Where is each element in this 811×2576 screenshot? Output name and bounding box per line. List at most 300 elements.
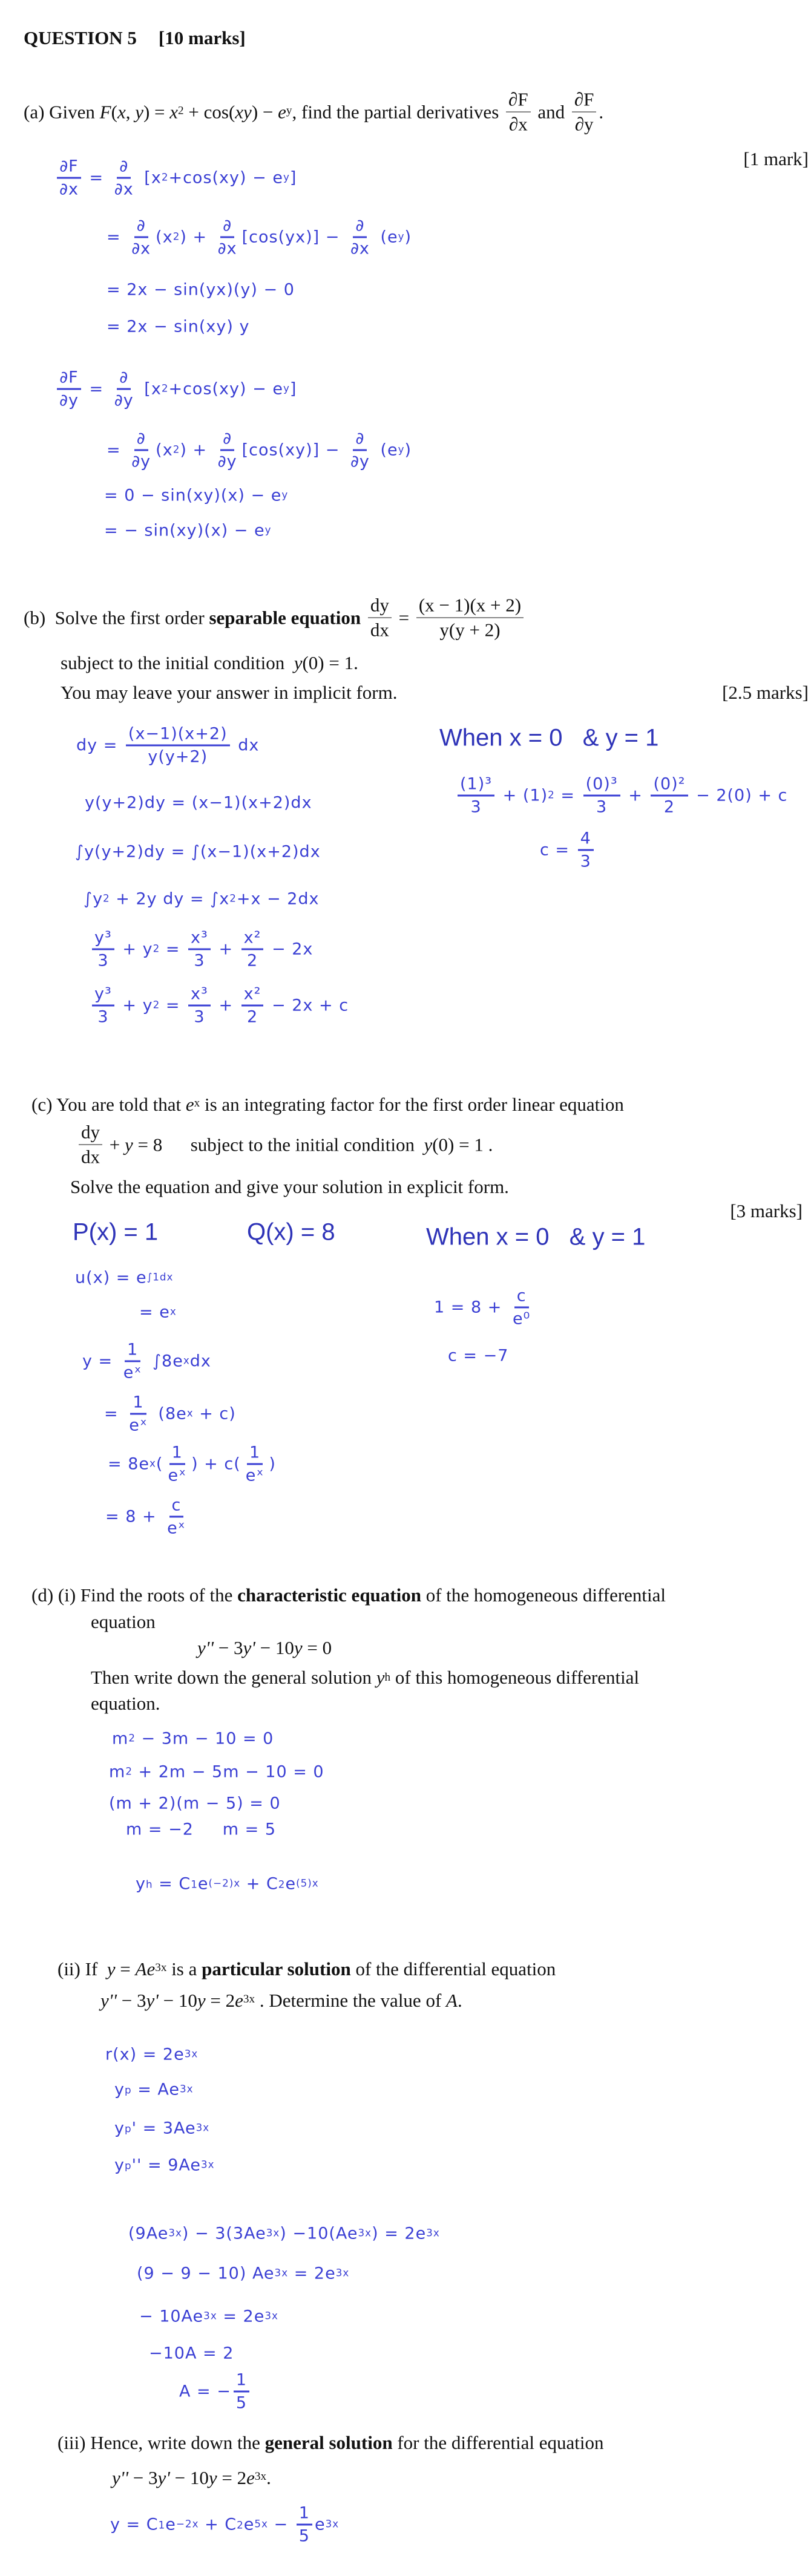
fraction [572,89,597,136]
fraction [129,217,153,258]
math-text [75,843,321,861]
denominator: 3 [194,951,205,970]
superscript: 3x [180,2082,194,2095]
part-d-i-work-line [112,1730,274,1748]
part-b-work-line [90,929,313,970]
part-d-iii-answer [110,2504,339,2546]
text-run: − 2(0) + c [690,786,788,805]
superscript: ∫1dx [146,1270,174,1283]
math-text [126,1820,276,1839]
text-run: − 10 [169,2467,209,2488]
subscript: 2 [237,2519,244,2531]
part-d-iii-question [57,2432,604,2454]
text-run: m [109,1762,126,1782]
text-run: + 2y dy = ∫x [110,889,230,909]
math-text [540,829,596,871]
text-run: −10A = 2 [149,2344,234,2363]
text-run: . [599,101,604,122]
part-b-marks: [2.5 marks] [722,682,809,703]
text-run: (x [156,440,173,460]
numerator: c [514,1287,529,1309]
fraction [57,368,81,410]
text-run: + C [240,1874,278,1894]
text-run: , [125,101,136,122]
denominator: 5 [298,2526,310,2546]
subscript: 2 [278,1878,286,1890]
text-run: = [554,786,581,805]
math-text [139,1303,177,1322]
part-c-marks: [3 marks] [730,1200,803,1221]
part-d-iii-equation [112,2467,271,2489]
denominator: ∂y [350,452,370,471]
numerator: 1 [247,1443,263,1465]
math-text [139,2307,278,2326]
subscript: p [124,2122,132,2134]
fraction [188,985,211,1027]
superscript: 3x [155,1961,167,1975]
italic-symbol: Ae [135,1958,156,1979]
denominator: 3 [97,1007,109,1027]
text-run: = 2x − sin(yx)(y) − 0 [107,280,295,299]
part-c-work-line [108,1443,276,1485]
numerator: ∂ [220,217,234,238]
text-run: c = −7 [448,1346,509,1365]
part-c-constant-work [434,1287,535,1329]
superscript: y [286,104,292,117]
fraction [126,725,230,767]
text-run: − 10 [158,1990,197,2011]
denominator: eˣ [123,1363,142,1382]
part-d-i-question [91,1667,639,1688]
text-run: [x [138,379,162,399]
text-run: (0) = 1 . [432,1134,493,1155]
math-text [75,1269,173,1287]
text-run: P(x) = 1 [73,1218,159,1246]
part-b-work-line [84,890,320,909]
math-text [136,1875,319,1894]
text-run: (0) = 1. [302,652,358,673]
text-run: + [212,996,239,1015]
text-run: '' = 9Ae [131,2156,202,2175]
fraction [583,775,620,817]
text-run: +cos(xy) − e [168,379,283,399]
text-run: (8e [152,1404,187,1424]
math-text [90,985,349,1027]
fraction [126,1393,150,1435]
text-run: for the differential equation [392,2432,604,2453]
fraction [165,1496,188,1538]
text-run: m [112,1729,129,1748]
denominator: eˣ [168,1466,187,1485]
math-text [100,1990,462,2012]
bold-term: characteristic equation [237,1584,421,1606]
text-run: A = − [179,2382,231,2401]
text-run: = 2e [217,2307,265,2326]
math-text [31,1094,624,1116]
text-run: (d) (i) Find the roots of the [31,1584,238,1606]
numerator: y³ [92,985,114,1007]
part-c-work-line [82,1341,211,1382]
numerator: x² [241,929,264,950]
fraction [79,1122,102,1168]
math-text [76,725,259,767]
text-run: + [622,786,649,805]
text-run: = [83,379,110,399]
part-d-ii-work-line [139,2307,278,2326]
superscript: 3x [266,2226,280,2239]
text-run: y(y+2)dy = (x−1)(x+2)dx [85,793,312,812]
fraction [348,217,372,258]
text-run: (9Ae [128,2224,169,2243]
denominator: 2 [663,797,675,817]
part-a-work-line [104,486,288,505]
text-run: (ii) If [57,1958,107,1979]
text-run: ] [289,379,297,399]
text-run: = 0 − sin(xy)(x) − e [104,486,282,505]
text-run: of the differential equation [350,1958,556,1979]
italic-symbol: y [208,2467,217,2488]
text-run: dx [232,736,260,755]
italic-symbol: e [278,101,286,122]
numerator: ∂ [353,217,367,238]
text-run: (a) Given [24,101,100,122]
math-text [61,652,358,674]
part-d-ii-work-line [128,2225,440,2243]
part-c-work-line [105,1496,191,1538]
text-run: = 2x − sin(xy) y [107,317,250,336]
numerator: ∂ [134,430,148,451]
italic-symbol: xy [235,101,252,122]
denominator: y(y + 2) [439,619,501,641]
text-run: (x [156,227,173,247]
text-run: ) −10(Ae [280,2224,358,2243]
subscript: p [124,2084,132,2096]
text-run: = 8 + [105,1507,163,1526]
numerator: ∂ [117,368,131,390]
fraction [165,1443,189,1485]
fraction [368,595,392,641]
math-text [107,281,295,299]
text-run: + 2m − 5m − 10 = 0 [132,1762,324,1782]
superscript: 3x [264,2309,278,2322]
subscript: 1 [158,2519,166,2531]
text-run: y [114,2156,125,2175]
math-text [107,430,412,471]
fraction [112,368,136,410]
superscript: y [398,443,405,456]
text-run: . [266,2467,271,2488]
text-run: (e [374,227,398,247]
numerator: c [169,1496,184,1518]
numerator: (1)³ [458,775,494,797]
part-c-p-of-x [73,1219,158,1246]
italic-symbol: y' [157,2467,170,2488]
numerator: dy [79,1122,102,1145]
math-text [137,2264,349,2283]
text-run: of this homogeneous differential [390,1667,640,1688]
superscript: 5x [254,2517,268,2530]
superscript: 2 [161,382,169,394]
part-d-i-question [91,1611,156,1633]
denominator: eˣ [129,1416,148,1435]
italic-symbol: y'' [100,1990,117,2011]
superscript: x [186,1407,194,1419]
text-run: c = [540,840,576,860]
math-text [91,1693,160,1715]
italic-symbol: y [107,1958,116,1979]
text-run: dy = [76,736,123,755]
part-d-ii-work-line [114,2156,215,2175]
part-c-initial-condition [426,1224,645,1251]
part-a-work-line [54,368,297,410]
math-text [426,1224,645,1251]
part-d-i-work-line [109,1763,324,1782]
math-text [73,1219,158,1246]
text-run: , find the partial derivatives [292,101,504,122]
text-run [361,607,366,629]
superscript: 3x [335,2266,350,2279]
numerator: x³ [188,929,211,950]
text-run: Solve the equation and give your solution in explicit form. [70,1176,509,1197]
superscript: y [264,523,272,536]
denominator: ∂x [131,239,151,258]
text-run: equation. [91,1693,160,1714]
fraction [215,217,240,258]
superscript: 2 [161,171,169,183]
superscript: 3x [426,2226,440,2239]
math-text [90,929,313,970]
superscript: 3x [184,2047,199,2060]
text-run: of the homogeneous differential [421,1584,666,1606]
math-text [439,725,658,752]
fraction [348,430,372,471]
text-run: − 2x + c [266,996,349,1015]
text-run: − [268,2515,294,2534]
subscript: h [145,1878,153,1890]
text-run: = 2 [205,1990,235,2011]
math-text [24,595,526,641]
text-run: e [197,1874,209,1894]
superscript: x [149,1457,156,1469]
numerator: 4 [578,829,594,851]
text-run: ' = 3Ae [131,2119,196,2138]
text-run: ( [156,1454,163,1474]
superscript: 3x [325,2517,340,2530]
text-run: + (1) [497,786,548,805]
math-text [104,521,271,540]
part-b-constant-result [540,829,596,871]
text-run: ) − [251,101,278,122]
italic-symbol: e [235,1990,243,2011]
fraction [297,2504,312,2546]
numerator: y³ [92,929,114,950]
text-run: You may leave your answer in implicit form. [61,682,398,703]
italic-symbol: y' [243,1637,255,1658]
text-run: m = −2 m = 5 [126,1820,277,1839]
part-c-work-line [139,1303,177,1322]
part-b-work-line [75,843,321,861]
fraction [121,1341,145,1382]
fraction [92,985,114,1027]
text-run: [cos(xy)] − [241,440,346,460]
text-run: and [533,101,570,122]
numerator: 1 [130,1393,146,1415]
numerator: ∂F [57,368,81,390]
text-run: ) = [143,101,170,122]
text-run: u(x) = e [75,1268,147,1287]
math-text [448,1347,508,1365]
italic-symbol: x [117,101,126,122]
superscript: 3x [195,2121,210,2134]
italic-symbol: y [376,1667,385,1688]
fraction [241,985,264,1027]
text-run: ) + [180,440,213,460]
superscript: 3x [201,2158,215,2171]
text-run: + C [199,2515,237,2534]
superscript: y [281,488,289,501]
text-run: . [457,1990,462,2011]
numerator: ∂F [572,89,597,113]
part-b-question [61,682,397,704]
subscript: 1 [191,1878,198,1890]
italic-symbol: y [424,1134,433,1155]
numerator: x² [241,985,264,1007]
text-run: e [243,2515,255,2534]
text-run: . Determine the value of [255,1990,447,2011]
superscript: 2 [229,892,237,904]
fraction [416,595,524,641]
denominator: eˣ [167,1518,186,1538]
text-run: = [115,1958,136,1979]
text-run: (9 − 9 − 10) Ae [137,2264,275,2283]
math-text [179,2371,252,2413]
math-text [107,217,412,258]
text-run: (c) You are told that [31,1094,186,1115]
text-run: = 2e [288,2264,336,2283]
superscript: y [283,171,290,183]
math-text [104,486,288,505]
part-a-work-line [107,318,249,336]
math-text [104,1393,236,1435]
numerator: ∂ [220,430,234,451]
superscript: 3x [243,1993,255,2006]
part-d-i-roots [126,1820,276,1839]
numerator: (0)³ [583,775,620,797]
subscript: p [124,2159,132,2171]
denominator: ∂x [508,113,528,135]
text-run: + y [116,940,153,959]
part-b-initial-condition [439,725,658,752]
math-text [114,2081,194,2099]
superscript: 2 [178,104,184,117]
math-text [128,2225,440,2243]
superscript: 2 [172,230,180,243]
fraction [241,929,264,970]
text-run: = 8 subject to the initial condition [133,1134,424,1155]
text-run: = [107,440,127,460]
text-run: + [105,1134,125,1155]
text-run: ) + [180,227,213,247]
denominator: 2 [246,951,258,970]
text-run: = − sin(xy)(x) − e [104,521,265,540]
italic-symbol: y [294,1637,303,1658]
text-run: = [393,607,414,628]
denominator: 3 [596,797,608,817]
text-run: y [136,1874,146,1894]
denominator: 3 [470,797,482,817]
text-run: = [83,168,110,188]
superscript: 2 [153,942,160,955]
text-run: + cos( [183,101,235,122]
part-b-work-line [85,794,312,812]
denominator: ∂x [59,180,79,199]
superscript: (5)x [296,1877,319,1889]
fraction [510,1287,533,1329]
denominator: ∂x [114,180,134,199]
superscript: 3x [168,2226,182,2239]
text-run: − 10 [255,1637,294,1658]
italic-symbol: y [135,101,143,122]
part-d-ii-work-line [137,2264,349,2283]
italic-symbol: y'' [197,1637,214,1658]
part-b-work-line [90,985,349,1027]
math-text [109,1763,324,1782]
part-b-work-line [76,725,259,767]
numerator: 1 [234,2371,249,2393]
math-text [105,2045,198,2064]
denominator: e⁰ [512,1309,531,1329]
fraction [215,430,240,471]
math-text [57,2432,604,2454]
text-run: − 3 [214,1637,243,1658]
part-b-question [24,595,526,641]
denominator: ∂y [59,391,79,410]
italic-symbol: A [446,1990,458,2011]
superscript: 2 [125,1765,133,1777]
part-a-marks: [1 mark] [743,148,809,169]
numerator: (x−1)(x+2) [126,725,230,747]
italic-symbol: e [185,1094,194,1115]
math-text [84,890,320,909]
math-text [109,1794,281,1813]
text-run: y = C [110,2515,159,2534]
text-run: = 2 [217,2467,247,2488]
math-text [114,2119,209,2138]
superscript: (−2)x [208,1877,241,1889]
math-text [110,2504,339,2546]
part-d-ii-answer [179,2371,252,2413]
superscript: 2 [153,998,160,1011]
part-b-question [61,652,358,674]
text-run: ∫y [84,889,103,909]
numerator: ∂ [353,430,367,451]
text-run: + c) [193,1404,236,1424]
text-run: = [107,227,127,247]
numerator: ∂F [57,157,81,179]
italic-symbol: y [294,652,303,673]
denominator: ∂x [350,239,370,258]
text-run: ) + c( [191,1454,241,1474]
denominator: dx [81,1146,100,1168]
part-c-question [31,1094,624,1116]
italic-symbol: x [169,101,179,122]
denominator: 3 [97,951,109,970]
text-run: equation [91,1611,156,1632]
part-d-i-work-line [109,1794,281,1813]
text-run: is an integrating factor for the first order linear equation [200,1094,624,1115]
text-run: ] [289,168,297,188]
text-run: Q(x) = 8 [247,1218,335,1246]
